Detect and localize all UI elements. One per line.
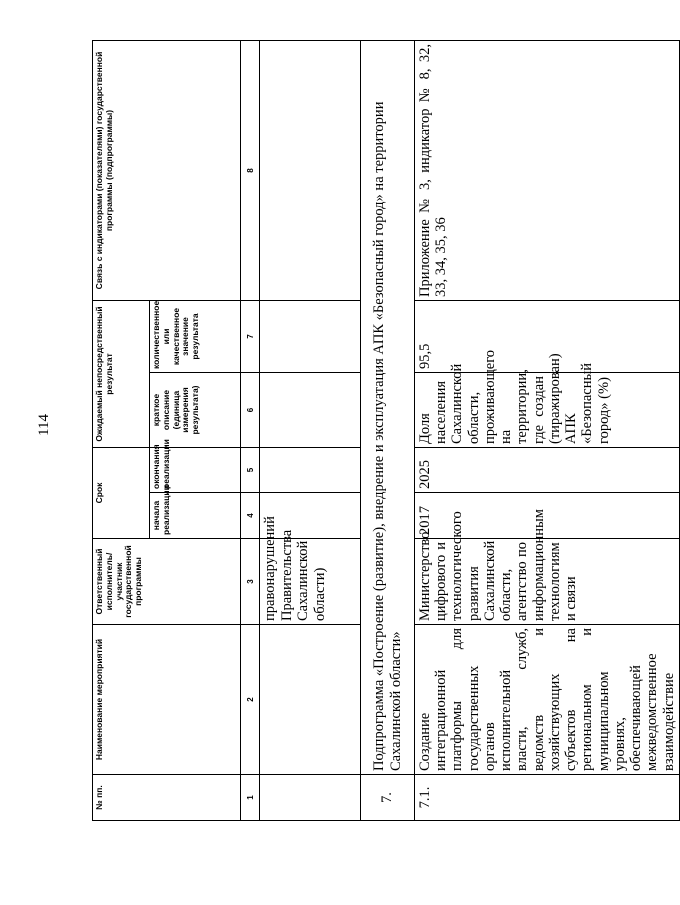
cell-result-description: Доля населения Сахалинской области, проживающего на территории, где создан (тиражирован) АПК «Безопасный город» (%) [415, 373, 680, 448]
cell-term-start: 2017 [415, 493, 680, 539]
cell-result-value: 95,5 [415, 300, 680, 372]
column-number: 4 [241, 493, 260, 539]
cell-empty [260, 40, 361, 300]
column-number: 7 [241, 300, 260, 372]
measures-table [92, 40, 680, 821]
cell-subprogram-num: 7. [361, 775, 415, 821]
column-number: 1 [241, 775, 260, 821]
cell-empty [260, 625, 361, 775]
cell-term-end: 2025 [415, 448, 680, 493]
header-result-description: краткое описание (единица измерения результата) [150, 373, 241, 448]
table-header [93, 40, 241, 820]
cell-indicators: Приложение № 3, индикатор № 8, 32, 33, 34, 35, 36 [415, 40, 680, 300]
header-expected-result: Ожидаемый непосредственный результат [93, 300, 150, 447]
cell-empty [260, 300, 361, 372]
cell-empty [260, 373, 361, 448]
cell-empty [260, 448, 361, 493]
header-executor: Ответственный исполнитель/ участник государственной программы [93, 539, 241, 625]
column-number: 6 [241, 373, 260, 448]
cell-executor: Министерство цифрового и технологического развития Сахалинской области, агентство по информационным технологиям и связи [415, 539, 680, 625]
header-term-end: окончания реализации [150, 448, 241, 493]
header-measure-name: Наименование мероприятий [93, 625, 241, 775]
header-term-start: начала реализации [150, 493, 241, 539]
header-indicators-link: Связь с индикаторами (показателями) государственной программы (подпрограммы) [93, 40, 241, 300]
header-num: № пп. [93, 775, 241, 821]
cell-executor-continuation: правонарушений Правительства Сахалинской области) [260, 539, 361, 625]
column-number: 8 [241, 40, 260, 300]
cell-measure-name: Создание интеграционной платформы для государственных органов исполнительной власти, служб, ведомств и хозяйствующих субъектов на региональном и муниципальном уровнях, обеспечивающей межведомственное взаимодействие [415, 625, 680, 775]
header-term: Срок [93, 448, 150, 539]
cell-measure-num: 7.1. [415, 775, 680, 821]
cell-subprogram-title: Подпрограмма «Построение (развитие), внедрение и эксплуатация АПК «Безопасный город» на территории Сахалинской области» [361, 40, 415, 774]
header-result-value: количественное или качественное значение результата [150, 300, 241, 372]
column-number: 2 [241, 625, 260, 775]
table-row-7-1 [415, 40, 680, 820]
column-number: 5 [241, 448, 260, 493]
cell-empty [260, 775, 361, 821]
table-row-subprogram [361, 40, 415, 820]
table-row-continuation [260, 40, 361, 820]
column-number-row [241, 40, 260, 820]
page-number: 114 [36, 414, 52, 436]
rotated-page-content [92, 41, 677, 821]
column-number: 3 [241, 539, 260, 625]
